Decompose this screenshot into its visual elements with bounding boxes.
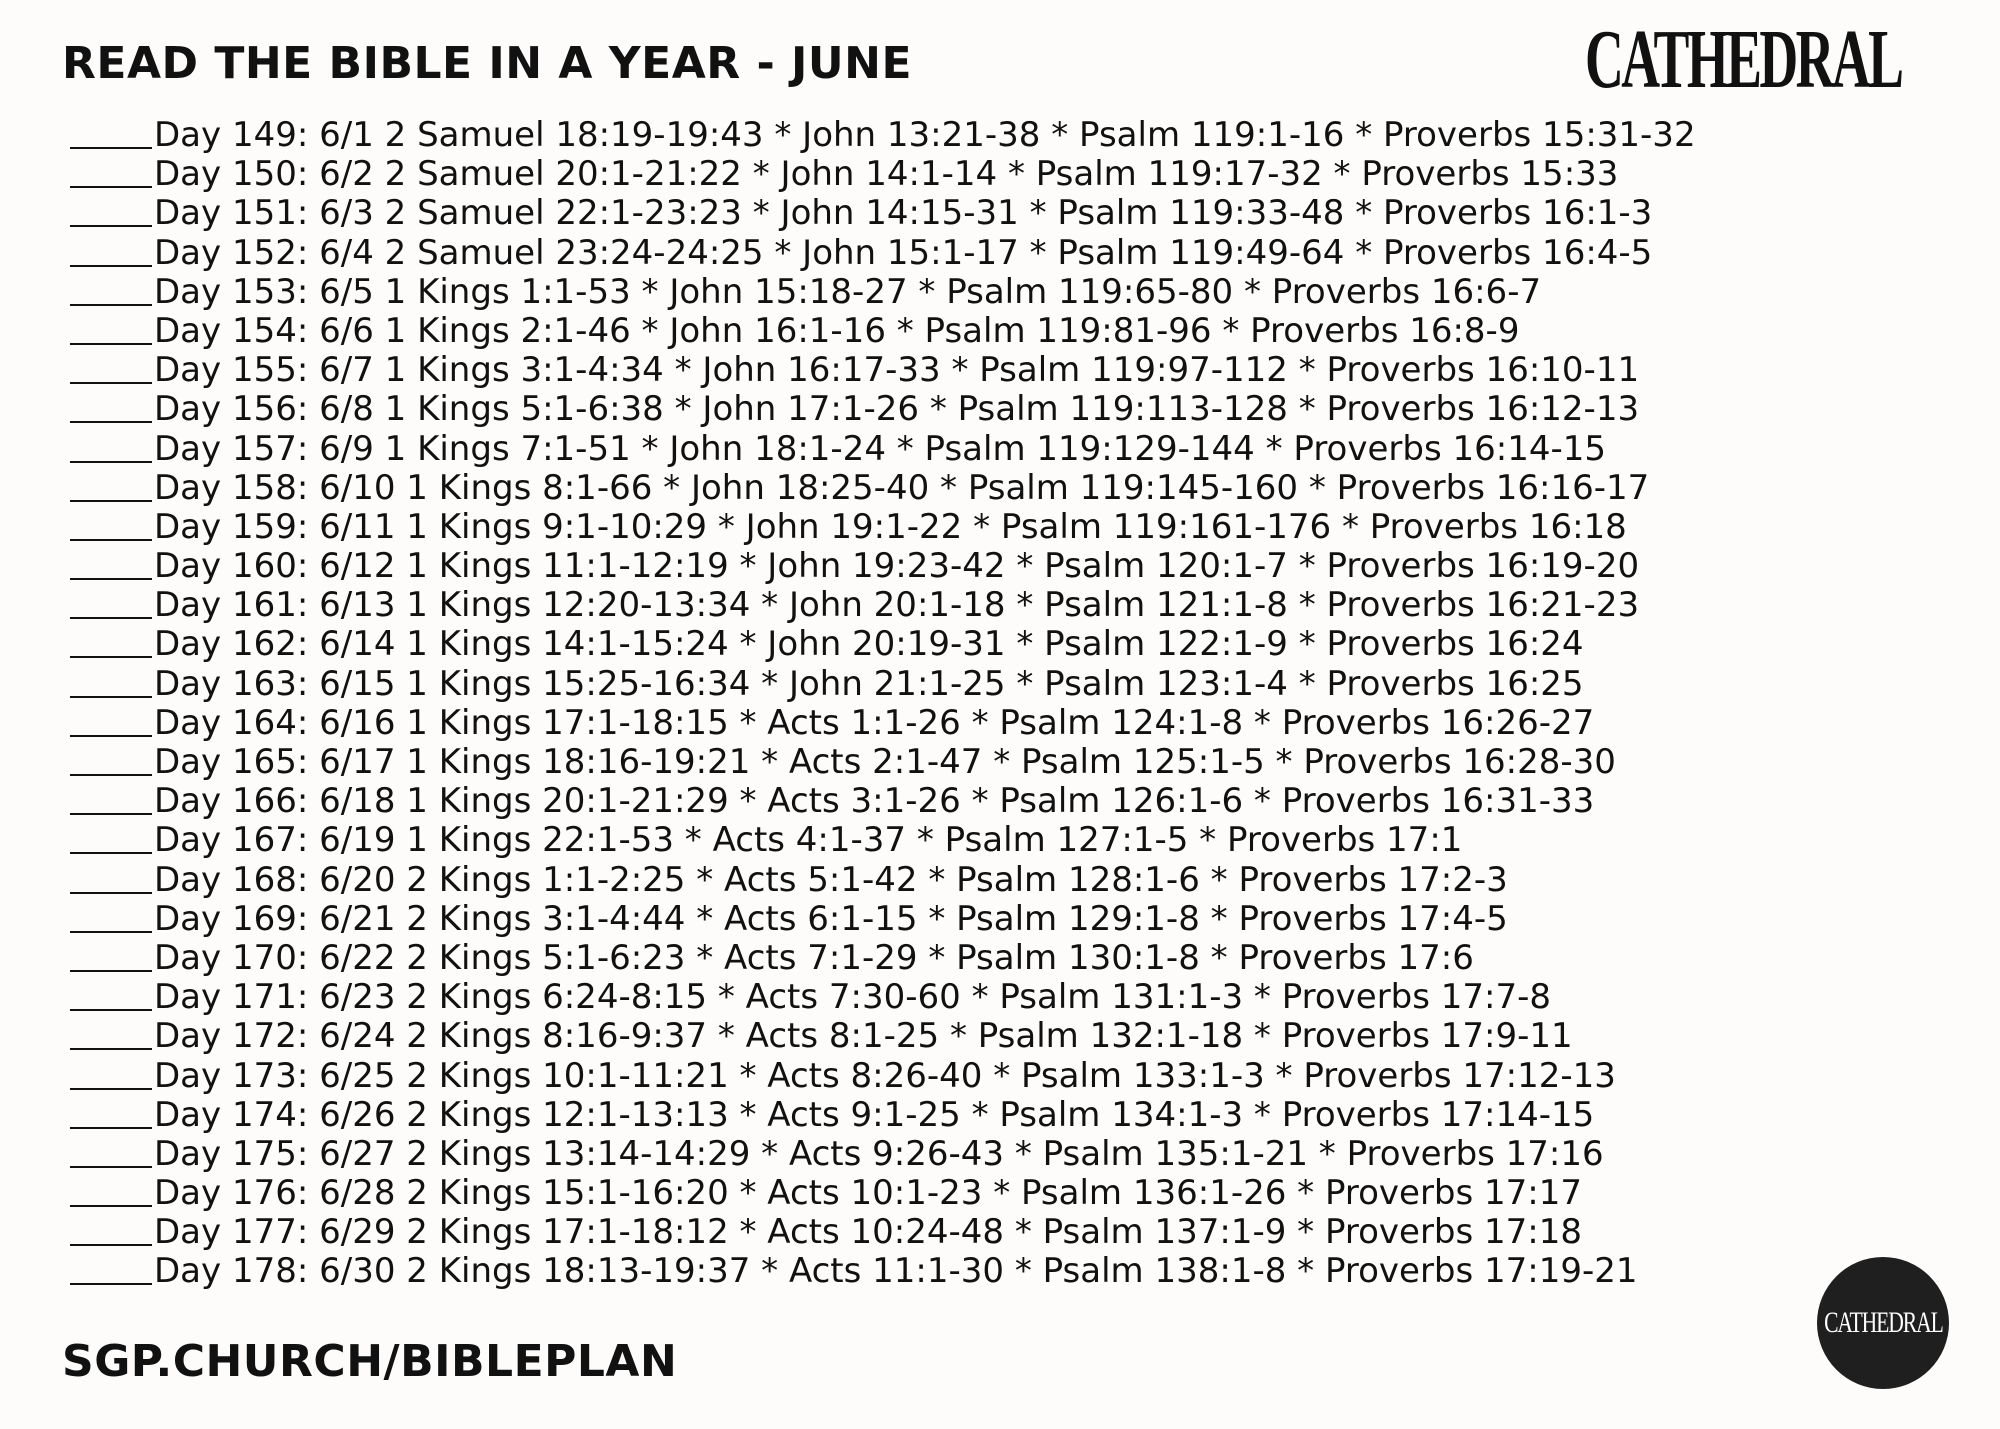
checkbox-blank (70, 195, 152, 227)
checkbox-blank (70, 1097, 152, 1129)
reading-item (70, 978, 1696, 1017)
reading-list (70, 116, 1696, 1292)
reading-item (70, 704, 1696, 743)
checkbox-blank (70, 1018, 152, 1050)
checkbox-blank (70, 587, 152, 619)
reading-text: Day 149: 6/1 2 Samuel 18:19-19:43 * John 13:21-38 * Psalm 119:1-16 * Proverbs 15:31-32 (154, 115, 1696, 155)
reading-item (70, 116, 1696, 155)
checkbox-blank (70, 666, 152, 698)
checkbox-blank (70, 783, 152, 815)
reading-text: Day 171: 6/23 2 Kings 6:24-8:15 * Acts 7:30-60 * Psalm 131:1-3 * Proverbs 17:7-8 (154, 977, 1552, 1018)
reading-text: Day 151: 6/3 2 Samuel 22:1-23:23 * John 14:15-31 * Psalm 119:33-48 * Proverbs 16:1-3 (154, 193, 1653, 234)
checkbox-blank (70, 156, 152, 188)
checkbox-blank (70, 352, 152, 384)
checkbox-blank (70, 1175, 152, 1207)
reading-item (70, 900, 1696, 939)
reading-text: Day 178: 6/30 2 Kings 18:13-19:37 * Acts 11:1-30 * Psalm 138:1-8 * Proverbs 17:19-21 (154, 1251, 1638, 1292)
checkbox-blank (70, 744, 152, 776)
reading-item (70, 194, 1696, 233)
checkbox-blank (70, 626, 152, 658)
reading-text: Day 158: 6/10 1 Kings 8:1-66 * John 18:25-40 * Psalm 119:145-160 * Proverbs 16:16-17 (154, 467, 1650, 508)
checkbox-blank (70, 509, 152, 541)
footer-url: SGP.CHURCH/BIBLEPLAN (62, 1336, 678, 1387)
cathedral-logo: CATHEDRAL (1585, 13, 1902, 106)
checkbox-blank (70, 940, 152, 972)
reading-item (70, 469, 1696, 508)
reading-item (70, 821, 1696, 860)
reading-item (70, 508, 1696, 547)
reading-text: Day 150: 6/2 2 Samuel 20:1-21:22 * John 14:1-14 * Psalm 119:17-32 * Proverbs 15:33 (154, 154, 1619, 195)
reading-item (70, 743, 1696, 782)
reading-item (70, 547, 1696, 586)
checkbox-blank (70, 470, 152, 502)
checkbox-blank (70, 391, 152, 423)
reading-item (70, 273, 1696, 312)
reading-item (70, 1135, 1696, 1174)
checkbox-blank (70, 979, 152, 1011)
reading-text: Day 154: 6/6 1 Kings 2:1-46 * John 16:1-16 * Psalm 119:81-96 * Proverbs 16:8-9 (154, 310, 1520, 351)
reading-text: Day 176: 6/28 2 Kings 15:1-16:20 * Acts 10:1-23 * Psalm 136:1-26 * Proverbs 17:17 (154, 1173, 1583, 1214)
reading-text: Day 152: 6/4 2 Samuel 23:24-24:25 * John 15:1-17 * Psalm 119:49-64 * Proverbs 16:4-5 (154, 232, 1653, 273)
checkbox-blank (70, 1136, 152, 1168)
checkbox-blank (70, 313, 152, 345)
reading-item (70, 155, 1696, 194)
reading-text: Day 164: 6/16 1 Kings 17:1-18:15 * Acts 1:1-26 * Psalm 124:1-8 * Proverbs 16:26-27 (154, 702, 1595, 743)
reading-text: Day 174: 6/26 2 Kings 12:1-13:13 * Acts 9:1-25 * Psalm 134:1-3 * Proverbs 17:14-15 (154, 1094, 1595, 1135)
reading-text: Day 156: 6/8 1 Kings 5:1-6:38 * John 17:1-26 * Psalm 119:113-128 * Proverbs 16:12-13 (154, 389, 1640, 430)
checkbox-blank (70, 822, 152, 854)
reading-text: Day 170: 6/22 2 Kings 5:1-6:23 * Acts 7:1-29 * Psalm 130:1-8 * Proverbs 17:6 (154, 937, 1474, 978)
reading-item (70, 782, 1696, 821)
badge-label: CATHEDRAL (1823, 1306, 1943, 1339)
reading-item (70, 665, 1696, 704)
reading-item (70, 1057, 1696, 1096)
reading-text: Day 155: 6/7 1 Kings 3:1-4:34 * John 16:17-33 * Psalm 119:97-112 * Proverbs 16:10-11 (154, 350, 1640, 391)
reading-item (70, 1017, 1696, 1056)
checkbox-blank (70, 548, 152, 580)
reading-item (70, 1213, 1696, 1252)
reading-item (70, 861, 1696, 900)
page-title: READ THE BIBLE IN A YEAR - JUNE (62, 38, 913, 89)
reading-item (70, 625, 1696, 664)
reading-item (70, 1096, 1696, 1135)
reading-text: Day 159: 6/11 1 Kings 9:1-10:29 * John 19:1-22 * Psalm 119:161-176 * Proverbs 16:18 (154, 506, 1627, 547)
reading-item (70, 234, 1696, 273)
reading-item (70, 351, 1696, 390)
reading-text: Day 177: 6/29 2 Kings 17:1-18:12 * Acts 10:24-48 * Psalm 137:1-9 * Proverbs 17:18 (154, 1212, 1583, 1253)
reading-text: Day 169: 6/21 2 Kings 3:1-4:44 * Acts 6:1-15 * Psalm 129:1-8 * Proverbs 17:4-5 (154, 898, 1508, 939)
reading-text: Day 167: 6/19 1 Kings 22:1-53 * Acts 4:1-37 * Psalm 127:1-5 * Proverbs 17:1 (154, 820, 1463, 861)
reading-text: Day 165: 6/17 1 Kings 18:16-19:21 * Acts 2:1-47 * Psalm 125:1-5 * Proverbs 16:28-30 (154, 742, 1616, 782)
reading-text: Day 162: 6/14 1 Kings 14:1-15:24 * John 20:19-31 * Psalm 122:1-9 * Proverbs 16:24 (154, 624, 1584, 665)
reading-item (70, 1174, 1696, 1213)
reading-item (70, 939, 1696, 978)
reading-text: Day 173: 6/25 2 Kings 10:1-11:21 * Acts 8:26-40 * Psalm 133:1-3 * Proverbs 17:12-13 (154, 1055, 1616, 1096)
cathedral-badge-logo (1817, 1257, 1949, 1389)
checkbox-blank (70, 1214, 152, 1246)
checkbox-blank (70, 862, 152, 894)
checkbox-blank (70, 901, 152, 933)
reading-text: Day 168: 6/20 2 Kings 1:1-2:25 * Acts 5:1-42 * Psalm 128:1-6 * Proverbs 17:2-3 (154, 859, 1508, 900)
reading-text: Day 172: 6/24 2 Kings 8:16-9:37 * Acts 8:1-25 * Psalm 132:1-18 * Proverbs 17:9-11 (154, 1016, 1573, 1057)
checkbox-blank (70, 1253, 152, 1285)
checkbox-blank (70, 274, 152, 306)
checkbox-blank (70, 117, 152, 149)
reading-item (70, 390, 1696, 429)
checkbox-blank (70, 235, 152, 267)
checkbox-blank (70, 1058, 152, 1090)
reading-item (70, 430, 1696, 469)
reading-text: Day 160: 6/12 1 Kings 11:1-12:19 * John 19:23-42 * Psalm 120:1-7 * Proverbs 16:19-20 (154, 546, 1640, 587)
checkbox-blank (70, 705, 152, 737)
reading-text: Day 175: 6/27 2 Kings 13:14-14:29 * Acts 9:26-43 * Psalm 135:1-21 * Proverbs 17:16 (154, 1133, 1604, 1174)
reading-item (70, 586, 1696, 625)
reading-text: Day 166: 6/18 1 Kings 20:1-21:29 * Acts 3:1-26 * Psalm 126:1-6 * Proverbs 16:31-33 (154, 781, 1595, 822)
reading-item (70, 312, 1696, 351)
reading-text: Day 163: 6/15 1 Kings 15:25-16:34 * John 21:1-25 * Psalm 123:1-4 * Proverbs 16:25 (154, 663, 1584, 704)
reading-text: Day 153: 6/5 1 Kings 1:1-53 * John 15:18-27 * Psalm 119:65-80 * Proverbs 16:6-7 (154, 271, 1542, 312)
checkbox-blank (70, 431, 152, 463)
reading-text: Day 157: 6/9 1 Kings 7:1-51 * John 18:1-24 * Psalm 119:129-144 * Proverbs 16:14-15 (154, 428, 1606, 469)
reading-text: Day 161: 6/13 1 Kings 12:20-13:34 * John 20:1-18 * Psalm 121:1-8 * Proverbs 16:21-23 (154, 585, 1640, 626)
reading-item (70, 1252, 1696, 1291)
